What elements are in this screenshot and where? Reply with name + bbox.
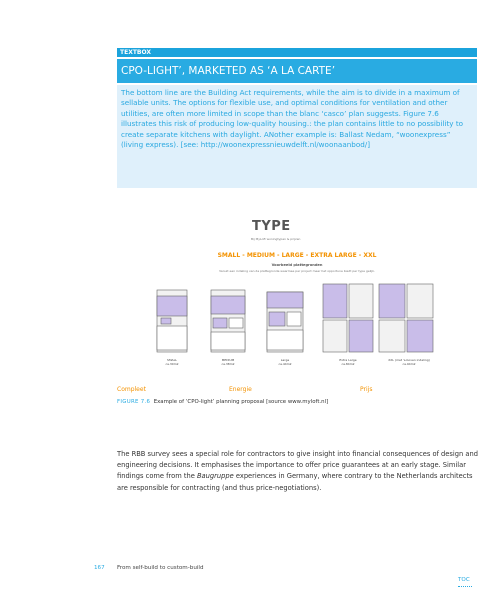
textbox-label: TEXTBOX	[117, 48, 477, 57]
figure-sizes: SMALL - MEDIUM - LARGE - EXTRA LARGE - XXL	[217, 252, 377, 259]
figure-caption-text: Example of ‘CPO-light’ planning proposal [source www.myloft.nl]	[153, 399, 329, 405]
page-number: 167	[94, 565, 105, 571]
body-italic-term: Baugruppe	[196, 472, 234, 481]
figure-footer-left: Compleet	[117, 386, 146, 393]
figure-number: FIGURE 7.6	[117, 399, 151, 405]
figure-image	[117, 214, 477, 397]
plan-caption-large: Large ca.44m2	[278, 358, 292, 366]
figure-example-sub: Vanuit een indeling van de plattegronde waarmee per project meer het opportune biedt per type gelijk.	[219, 269, 375, 273]
floor-plans-icon	[117, 282, 477, 382]
plan-caption-extra-large: Extra Large ca.84m2	[339, 358, 357, 366]
figure-caption	[117, 399, 328, 405]
figure-subtitle: Bij MyLoft woningtypen & prijzen	[251, 237, 301, 241]
plan-caption-small: SMALL ca.30m2	[165, 358, 179, 366]
textbox-body: The bottom line are the Building Act requirements, while the aim is to divide in a maximum of sellable units. The options for flexible use, and optimal conditions for ventilation and other utilities, are often more limited in scope than the blanc ‘casco’ plan suggests. Figure 7.6 illustrates this risk of producing low-quality housing.: the plan contains little to no possibility to create separate kitchens with daylight. ANother example is: Ballast Nedam, “woonexpress” (living express). [see: http://woonexpressnieuwdelft.nl/woonaanbod/]	[117, 85, 477, 188]
textbox-title: CPO-LIGHT’, MARKETED AS ‘A LA CARTE’	[117, 59, 477, 83]
plan-caption-medium: MEDIUM ca.38m2	[221, 358, 235, 366]
body-paragraph: The RBB survey sees a special role for contractors to give insight into financial consequences of design and engineering decisions. It emphasises the importance to offer price guarantees at an early stage. Similar findings come from the Baugruppe experiences in Germany, where contrary to the Netherlands architects are responsible for contracting (and thus price-negotiations).	[117, 450, 478, 492]
running-footer-title: From self-build to custom-build	[117, 565, 204, 571]
toc-link[interactable]: TOC	[458, 577, 470, 583]
figure-example-heading: Voorbeeld plattegronden	[271, 263, 323, 267]
figure-footer-right: Prijs	[360, 386, 373, 393]
plan-caption-xxl: XXL (met 's-boven indeling) ca.94m2	[388, 358, 430, 366]
figure-title: TYPE	[252, 219, 291, 234]
figure-footer-mid: Energie	[229, 386, 252, 393]
toc-underline	[458, 586, 472, 587]
